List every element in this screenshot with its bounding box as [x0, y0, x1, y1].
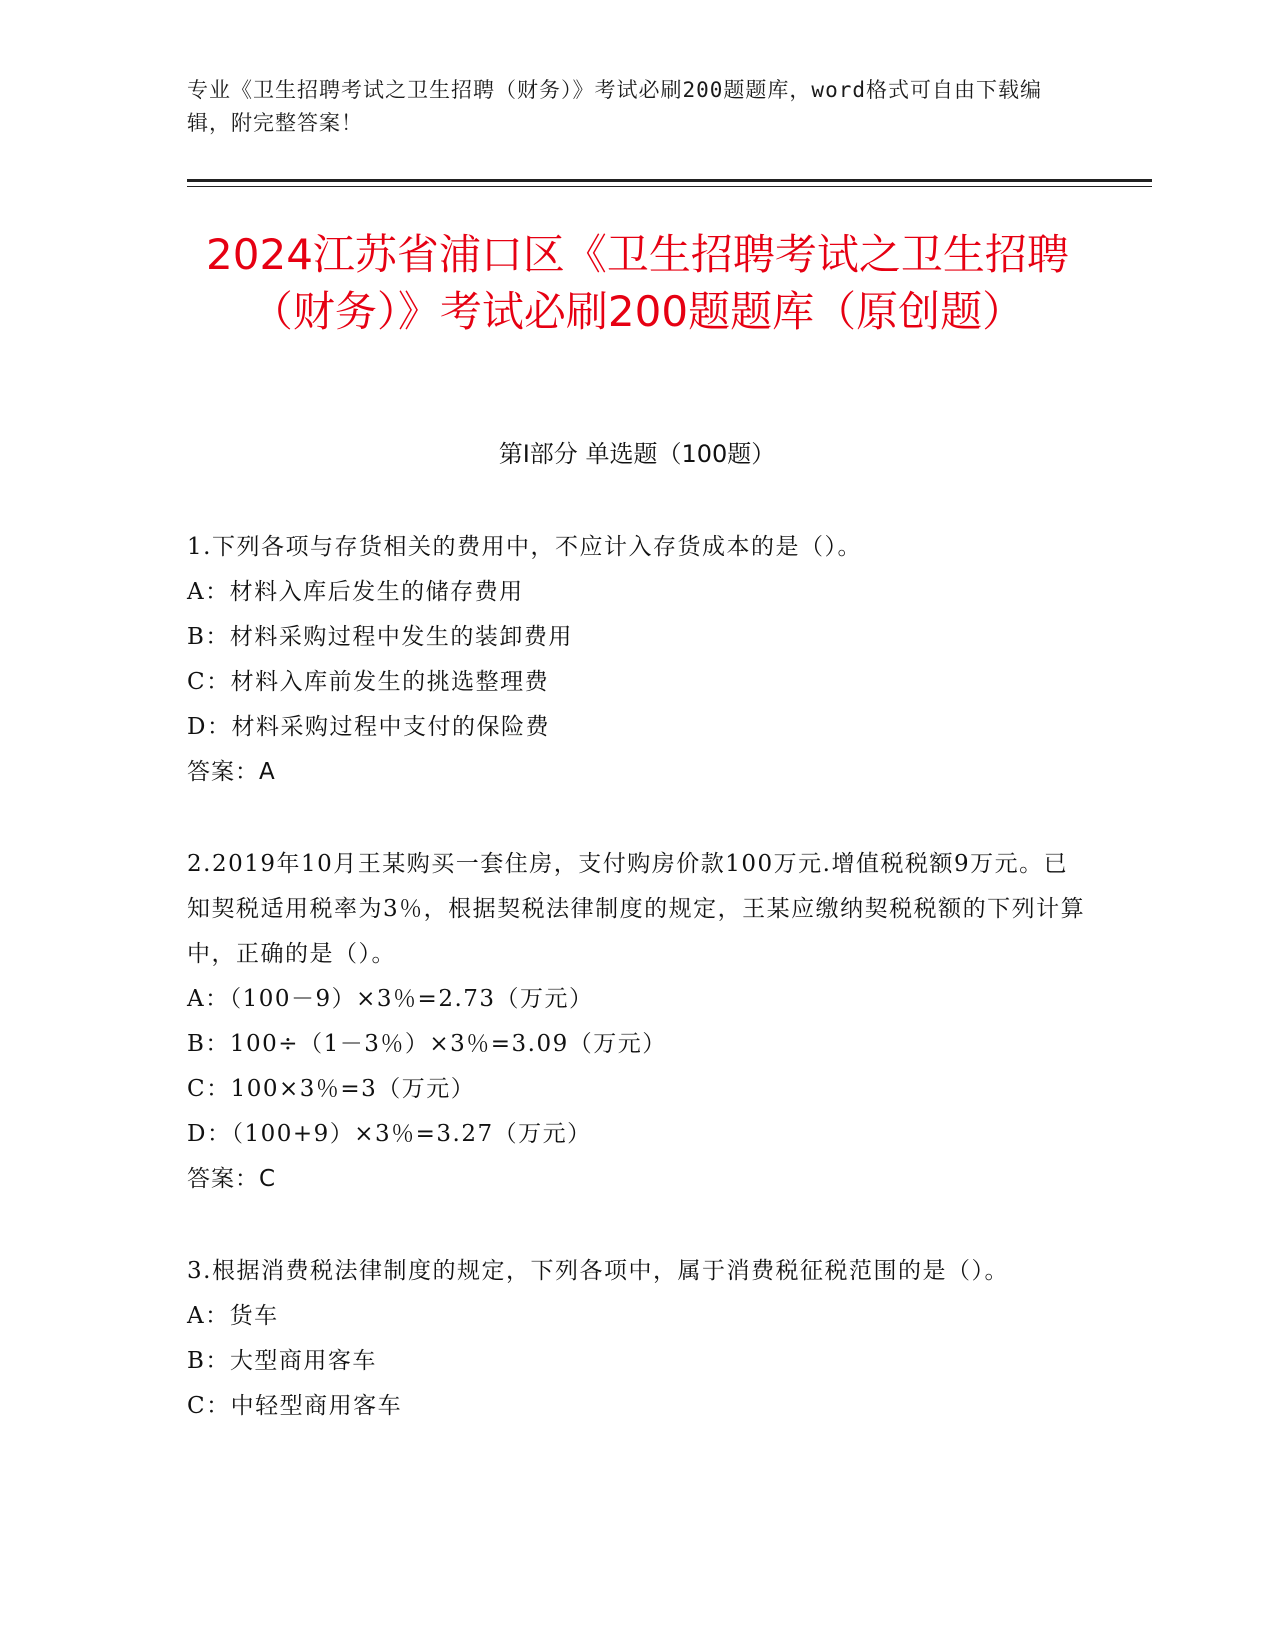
option-b: B：材料采购过程中发生的装卸费用: [187, 624, 573, 650]
answer-text: 答案：A: [187, 759, 276, 785]
document-title: 2024江苏省浦口区《卫生招聘考试之卫生招聘（财务）》考试必刷200题题库（原创题）: [206, 230, 1069, 336]
question-list: [187, 525, 1087, 1476]
header-divider-thin: [187, 186, 1152, 187]
question-1: [187, 525, 1087, 795]
option-d: D：（100+9）×3％=3.27（万元）: [187, 1121, 592, 1147]
option-c: C：100×3％=3（万元）: [187, 1076, 476, 1102]
question-stem: 1.下列各项与存货相关的费用中，不应计入存货成本的是（）。: [187, 534, 862, 560]
option-a: A：材料入库后发生的储存费用: [187, 579, 524, 605]
question-2: [187, 842, 1087, 1202]
option-b: B：100÷（1－3％）×3％=3.09（万元）: [187, 1031, 667, 1057]
option-c: C：中轻型商用客车: [187, 1393, 403, 1419]
question-3: [187, 1249, 1087, 1429]
option-a: A：货车: [187, 1303, 279, 1329]
answer-text: 答案：C: [187, 1166, 277, 1192]
option-a: A：（100－9）×3％=2.73（万元）: [187, 986, 594, 1012]
option-d: D：材料采购过程中支付的保险费: [187, 714, 550, 740]
option-b: B：大型商用客车: [187, 1348, 377, 1374]
question-stem: 2.2019年10月王某购买一套住房，支付购房价款100万元.增值税税额9万元。已知契税适用税率为3％，根据契税法律制度的规定，王某应缴纳契税税额的下列计算中，正确的是（）。: [187, 851, 1086, 967]
section-heading: 第Ⅰ部分 单选题（100题）: [498, 440, 776, 468]
option-c: C：材料入库前发生的挑选整理费: [187, 669, 550, 695]
question-stem: 3.根据消费税法律制度的规定，下列各项中，属于消费税征税范围的是（）。: [187, 1258, 1009, 1284]
header-divider-thick: [187, 179, 1152, 182]
header-note: 专业《卫生招聘考试之卫生招聘（财务）》考试必刷200题题库，word格式可自由下载编辑，附完整答案！: [187, 78, 1042, 135]
